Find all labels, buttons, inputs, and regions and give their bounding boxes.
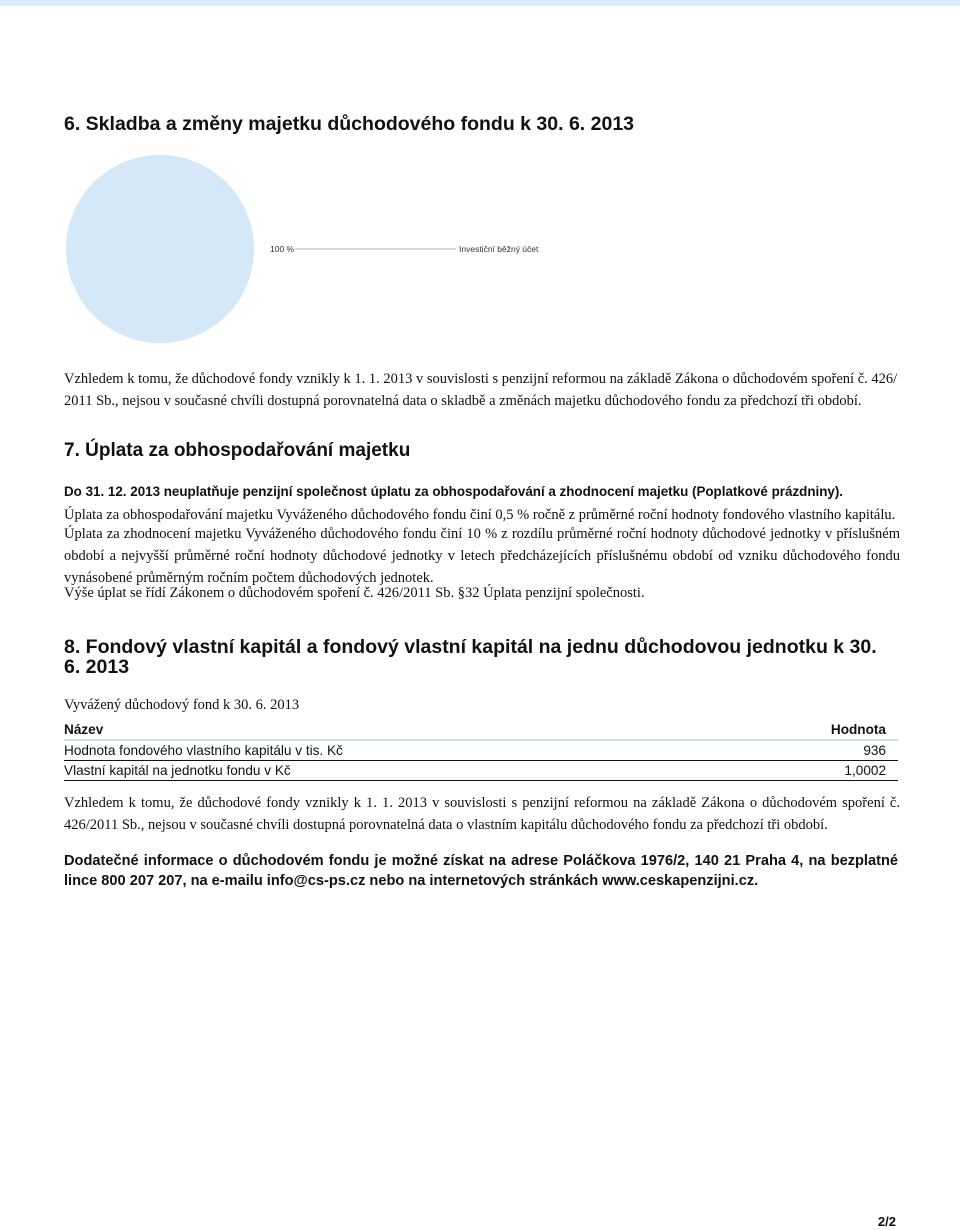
table-cell-name: Hodnota fondového vlastního kapitálu v tis. Kč xyxy=(64,743,343,758)
table-cell-value: 936 xyxy=(863,743,886,758)
table-caption: Vyvážený důchodový fond k 30. 6. 2013 xyxy=(64,697,300,713)
table-cell-name: Vlastní kapitál na jednotku fondu v Kč xyxy=(64,763,291,778)
additional-info: Dodatečné informace o důchodovém fondu je možné získat na adrese Poláčkova 1976/2, 140 21 Praha 4, na bezplatné lince 800 207 207, na e-mailu info@cs-ps.cz nebo na internetových stránkách www.ceskapenzijni.cz. xyxy=(64,853,898,889)
section-6-heading: 6. Skladba a změny majetku důchodového fondu k 30. 6. 2013 xyxy=(64,113,635,135)
section-8-heading: 8. Fondový vlastní kapitál a fondový vlastní kapitál na jednu důchodovou jednotku k 30. 6. 2013 xyxy=(64,636,877,678)
column-header-name: Název xyxy=(64,722,104,737)
table-row xyxy=(64,761,898,781)
fee-holiday-notice: Do 31. 12. 2013 neuplatňuje penzijní společnost úplatu za obhospodařování a zhodnocení majetku (Poplatkové prázdniny). xyxy=(64,484,844,499)
section-8-note: Vzhledem k tomu, že důchodové fondy vznikly k 1. 1. 2013 v souvislosti s penzijní reformou na základě Zákona o důchodovém spoření č. 426/2011 Sb., nejsou v současné chvíli dostupná porovnatelná data o vlastním kapitálu důchodového fondu za předchozí tři období. xyxy=(64,795,900,833)
equity-table xyxy=(64,720,898,781)
column-header-value: Hodnota xyxy=(830,722,886,737)
performance-fee-text: Úplata za zhodnocení majetku Vyváženého důchodového fondu činí 10 % z rozdílu průměrné roční hodnoty důchodové jednotky v příslušném období a nejvyšší průměrné roční hodnoty důchodové jednotky v letech předcházejících příslušnému období od vzniku důchodového fondu vynásobené průměrným ročním počtem důchodových jednotek. xyxy=(64,526,900,586)
section-6-note: Vzhledem k tomu, že důchodové fondy vznikly k 1. 1. 2013 v souvislosti s penzijní reformou na základě Zákona o důchodovém spoření č. 426/ 2011 Sb., nejsou v současné chvíli dostupná porovnatelná data o skladbě a změnách majetku důchodového fondu za předchozí tři období. xyxy=(64,371,898,409)
section-7-heading: 7. Úplata za obhospodařování majetku xyxy=(64,440,411,461)
top-decorative-bar xyxy=(0,0,960,6)
table-header-row xyxy=(64,720,898,741)
table-row xyxy=(64,741,898,761)
table-cell-value: 1,0002 xyxy=(844,763,886,778)
pie-slice xyxy=(66,155,254,343)
pie-value-label: 100 % xyxy=(270,244,295,254)
page-number: 2/2 xyxy=(877,1214,896,1229)
management-fee-text: Úplata za obhospodařování majetku Vyváženého důchodového fondu činí 0,5 % ročně z průměrné roční hodnoty fondového vlastního kapitálu. xyxy=(64,507,896,523)
fee-regulation-text: Výše úplat se řídí Zákonem o důchodovém spoření č. 426/2011 Sb. §32 Úplata penzijní společnosti. xyxy=(64,585,645,601)
asset-composition-pie-chart xyxy=(64,150,564,350)
pie-category-label: Investiční běžný účet xyxy=(459,244,539,254)
